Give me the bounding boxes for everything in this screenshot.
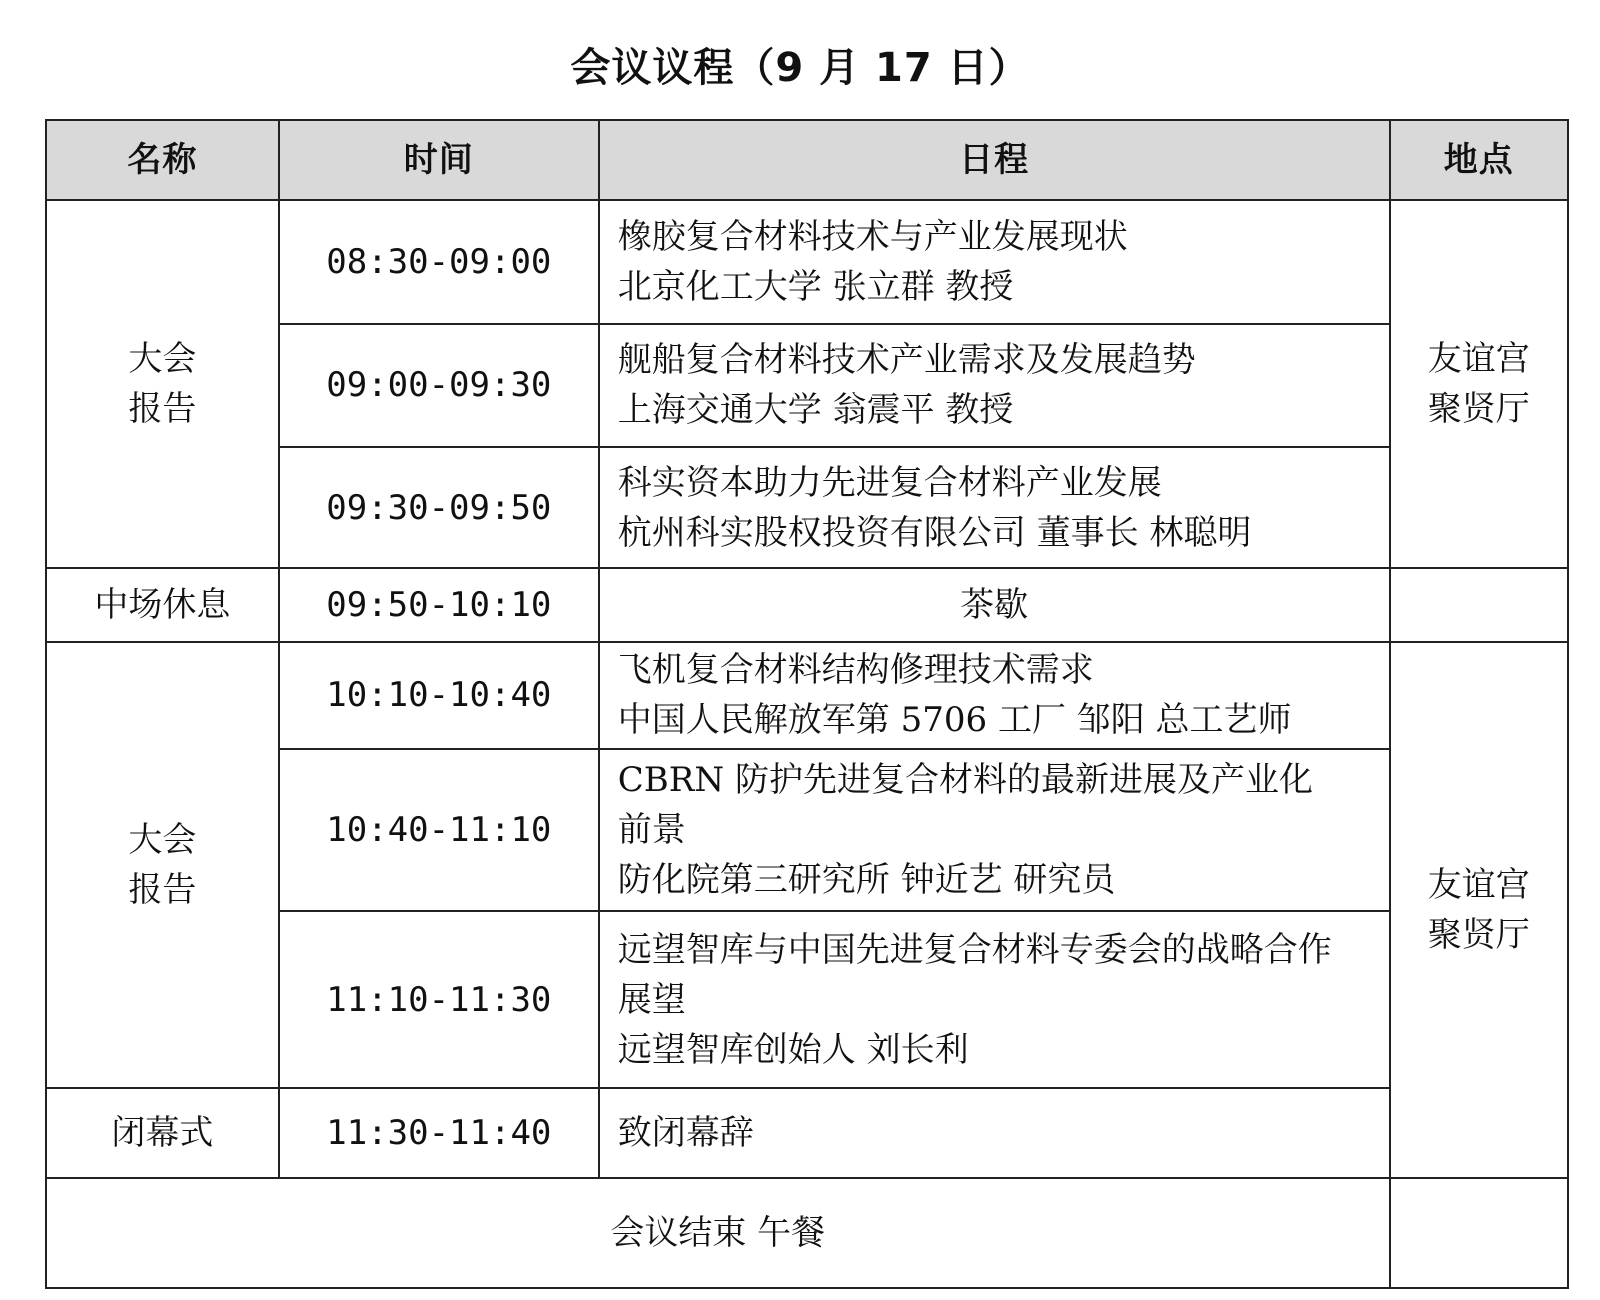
- topic-text: 飞机复合材料结构修理技术需求: [617, 650, 1094, 691]
- venue-cell: [1390, 200, 1568, 568]
- time-cell: 09:00-09:30: [279, 324, 599, 448]
- table-row: [46, 642, 1568, 749]
- schedule-cell: [599, 200, 1390, 324]
- venue-text: 友谊宫: [1427, 865, 1530, 906]
- header-time: 时间: [279, 120, 599, 200]
- schedule-cell: [599, 447, 1390, 568]
- time-cell: 08:30-09:00: [279, 200, 599, 324]
- schedule-cell: [599, 749, 1390, 911]
- speaker-text: 远望智库创始人 刘长利: [617, 1029, 969, 1070]
- session-name-cell: 闭幕式: [46, 1088, 279, 1178]
- topic-text: 远望智库与中国先进复合材料专委会的战略合作展望: [617, 929, 1332, 1020]
- topic-text: 舰船复合材料技术产业需求及发展趋势: [617, 340, 1196, 381]
- table-row: [46, 568, 1568, 642]
- speaker-text: 上海交通大学 翁震平 教授: [617, 390, 1014, 431]
- session-name-cell: [46, 200, 279, 568]
- agenda-table: [45, 119, 1569, 1289]
- footer-cell: 会议结束 午餐: [46, 1178, 1390, 1288]
- venue-text: 友谊宫: [1427, 338, 1530, 379]
- session-name: 大会: [128, 820, 197, 861]
- venue-cell: [1390, 1178, 1568, 1288]
- topic-text: 橡胶复合材料技术与产业发展现状: [617, 216, 1128, 257]
- header-venue: 地点: [1390, 120, 1568, 200]
- schedule-cell: 茶歇: [599, 568, 1390, 642]
- topic-text: CBRN 防护先进复合材料的最新进展及产业化前景: [617, 759, 1313, 850]
- session-name: 报告: [128, 870, 197, 911]
- session-name: 报告: [128, 388, 197, 429]
- schedule-cell: [599, 911, 1390, 1089]
- venue-cell: [1390, 568, 1568, 642]
- topic-text: 科实资本助力先进复合材料产业发展: [617, 462, 1162, 503]
- speaker-text: 北京化工大学 张立群 教授: [617, 266, 1014, 307]
- footer-row: [46, 1178, 1568, 1288]
- header-name: 名称: [46, 120, 279, 200]
- speaker-text: 防化院第三研究所 钟近艺 研究员: [617, 859, 1116, 900]
- header-row: [46, 120, 1568, 200]
- time-cell: 09:30-09:50: [279, 447, 599, 568]
- schedule-cell: [599, 324, 1390, 448]
- header-schedule: 日程: [599, 120, 1390, 200]
- time-cell: 10:40-11:10: [279, 749, 599, 911]
- table-row: [46, 200, 1568, 324]
- time-cell: 11:30-11:40: [279, 1088, 599, 1178]
- session-name-cell: [46, 642, 279, 1089]
- venue-text: 聚贤厅: [1427, 388, 1530, 429]
- table-row: [46, 1088, 1568, 1178]
- session-name: 大会: [128, 338, 197, 379]
- venue-cell: [1390, 642, 1568, 1179]
- speaker-text: 中国人民解放军第 5706 工厂 邹阳 总工艺师: [617, 700, 1292, 741]
- schedule-cell: 致闭幕辞: [599, 1088, 1390, 1178]
- speaker-text: 杭州科实股权投资有限公司 董事长 林聪明: [617, 512, 1252, 553]
- time-cell: 11:10-11:30: [279, 911, 599, 1089]
- time-cell: 10:10-10:40: [279, 642, 599, 749]
- page-title: 会议议程（9 月 17 日）: [570, 45, 1030, 91]
- schedule-cell: [599, 642, 1390, 749]
- time-cell: 09:50-10:10: [279, 568, 599, 642]
- session-name-cell: 中场休息: [46, 568, 279, 642]
- venue-text: 聚贤厅: [1427, 915, 1530, 956]
